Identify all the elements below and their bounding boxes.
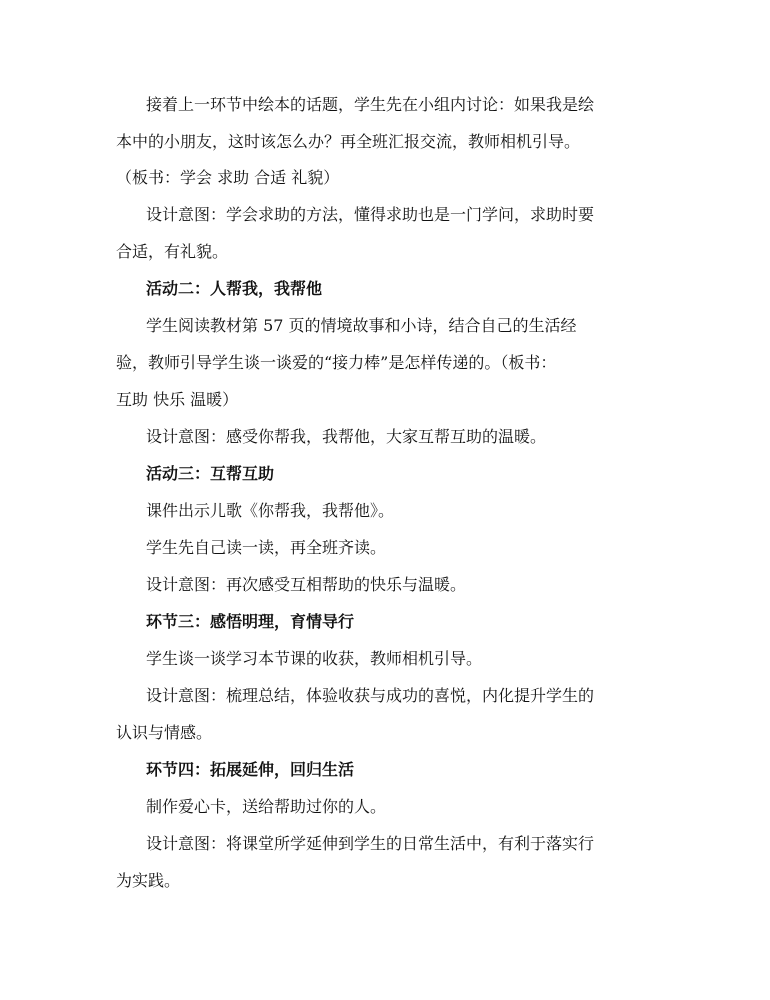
section-heading: 活动三：互帮互助 <box>146 464 275 483</box>
paragraph-line: 合适，有礼貌。 <box>116 242 229 261</box>
paragraph-line: 设计意图：再次感受互相帮助的快乐与温暖。 <box>146 575 467 594</box>
section-heading: 活动二：人帮我，我帮他 <box>146 279 323 298</box>
paragraph-line: 设计意图：学会求助的方法，懂得求助也是一门学问，求助时要 <box>146 205 595 224</box>
paragraph-line: 制作爱心卡，送给帮助过你的人。 <box>146 797 387 816</box>
paragraph-line: （板书：学会 求助 合适 礼貌） <box>116 168 340 187</box>
section-heading: 环节三：感悟明理，育情导行 <box>146 612 355 631</box>
paragraph-line: 本中的小朋友，这时该怎么办？再全班汇报交流，教师相机引导。 <box>116 132 581 151</box>
paragraph-line: 设计意图：梳理总结，体验收获与成功的喜悦，内化提升学生的 <box>146 686 595 705</box>
paragraph-line: 学生先自己读一读，再全班齐读。 <box>146 538 387 557</box>
paragraph-line: 学生谈一谈学习本节课的收获，教师相机引导。 <box>146 649 483 668</box>
paragraph-line: 为实践。 <box>116 871 181 890</box>
paragraph-line: 学生阅读教材第 57 页的情境故事和小诗，结合自己的生活经 <box>146 316 577 335</box>
paragraph-line: 认识与情感。 <box>116 723 213 742</box>
paragraph-line: 设计意图：将课堂所学延伸到学生的日常生活中，有利于落实行 <box>146 834 595 853</box>
section-heading: 环节四：拓展延伸，回归生活 <box>146 760 355 779</box>
paragraph-line: 课件出示儿歌《你帮我，我帮他》。 <box>146 501 395 520</box>
paragraph-line: 互助 快乐 温暖） <box>116 390 239 409</box>
paragraph-line: 设计意图：感受你帮我，我帮他，大家互帮互助的温暖。 <box>146 427 547 446</box>
paragraph-line: 验，教师引导学生谈一谈爱的“接力棒”是怎样传递的。（板书： <box>116 353 557 372</box>
paragraph-line: 接着上一环节中绘本的话题，学生先在小组内讨论：如果我是绘 <box>146 95 595 114</box>
